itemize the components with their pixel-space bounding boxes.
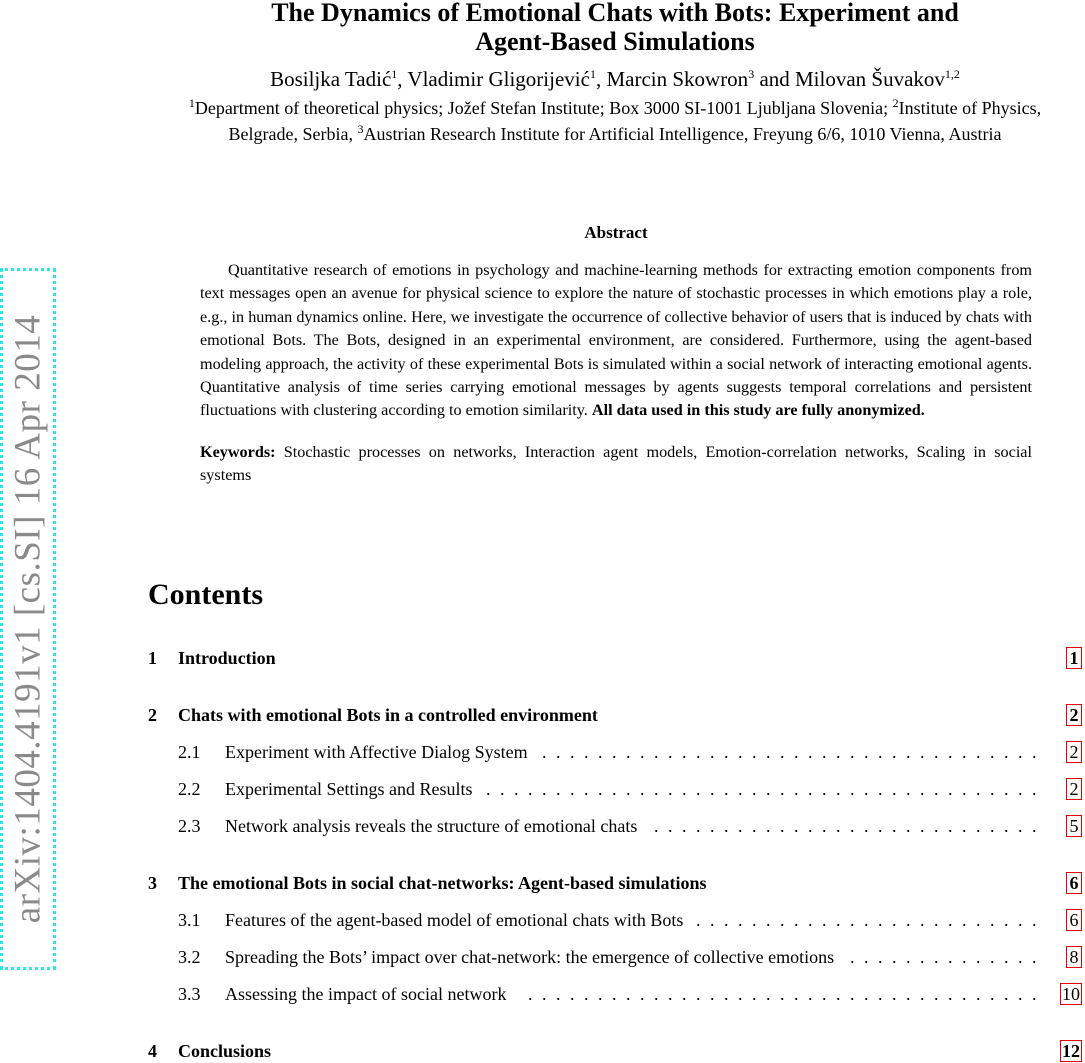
toc-page-link[interactable]: 12 [1062,1041,1080,1061]
toc-leader-dots: .............. [850,947,1046,967]
toc-page-link[interactable]: 6 [1066,872,1082,894]
affiliation-marker: 2 [892,96,899,110]
toc-entry-number: 1 [148,648,157,668]
author-name: and Milovan Šuvakov [754,67,945,91]
toc-entry[interactable] [148,871,1084,895]
toc-entry[interactable] [148,740,1084,764]
toc-page-link[interactable]: 10 [1062,984,1080,1004]
toc-entry-number: 2.1 [178,742,201,762]
toc-page-link[interactable]: 2 [1066,778,1082,800]
author-list [150,66,1080,92]
affiliations [155,95,1075,147]
affiliation-marker: 1,2 [944,67,960,81]
toc-entry-number: 4 [148,1041,157,1061]
affiliation-marker: 3 [748,67,755,81]
paper-title-line-1: The Dynamics of Emotional Chats with Bots: Experiment and [271,0,959,27]
toc-entry[interactable] [148,703,1084,727]
toc-leader-dots: .................................... [542,742,1046,762]
toc-page-link[interactable]: 2 [1066,741,1082,763]
affiliation-marker: 3 [357,122,364,136]
toc-entry-label: Introduction [178,648,276,668]
toc-entry-label: Chats with emotional Bots in a controlled environment [178,705,598,725]
toc-page-link[interactable]: 8 [1066,946,1082,968]
toc-entry-label: Experimental Settings and Results [225,779,473,799]
contents-heading: Contents [148,578,264,611]
toc-entry[interactable] [148,814,1084,838]
affiliation-text: Austrian Research Institute for Artificial Intelligence, Freyung 6/6, 1010 Vienna, Austria [363,124,1002,144]
affiliation-marker: 1 [391,67,398,81]
toc-entry-number: 2 [148,705,157,725]
abstract-heading: Abstract [584,223,648,242]
arxiv-stamp-box [0,268,56,970]
paper-title-line-2: Agent-Based Simulations [475,27,755,56]
toc-leader-dots: ..................................... [528,984,1046,1004]
keywords-text: Stochastic processes on networks, Interaction agent models, Emotion-correlation networks, Scaling in social systems [200,443,1032,485]
author-name: , Vladimir Gligorijević [397,67,590,91]
toc-entry-number: 2.2 [178,779,201,799]
paper-title [150,0,1080,56]
toc-page-link[interactable]: 1 [1066,647,1082,669]
abstract-text: Quantitative research of emotions in psychology and machine-learning methods for extracting emotion components from text messages open an avenue for physical science to explore the nature of stochastic processes in which emotions play a role, e.g., in human dynamics online. Here, we investigate the occurrence of collective behavior of users that is induced by chats with emotional Bots. The Bots, designed in an experimental environment, are considered. Furthermore, using the agent-based modeling approach, the activity of these experimental Bots is simulated within a social network of interacting emotional agents. Quantitative analysis of time series carrying emotional messages by agents suggests temporal correlations and persistent fluctuations with clustering according to emotion similarity. [200,261,1032,420]
toc-entry-label: Network analysis reveals the structure of emotional chats [225,816,638,836]
toc-entry-label: Experiment with Affective Dialog System [225,742,528,762]
toc-entry[interactable] [148,646,1084,670]
toc-leader-dots: ............................ [654,816,1046,836]
affiliation-text: Department of theoretical physics; Jožef Stefan Institute; Box 3000 SI-1001 Ljubljana Slovenia; [194,98,893,118]
toc-page-link[interactable]: 2 [1066,704,1082,726]
toc-entry-number: 3.3 [178,984,201,1004]
toc-entry[interactable] [148,908,1084,932]
toc-entry[interactable] [148,1039,1084,1063]
toc-entry[interactable] [148,945,1084,969]
toc-entry-number: 3 [148,873,157,893]
toc-entry-label: Features of the agent-based model of emotional chats with Bots [225,910,684,930]
toc-page-link[interactable]: 6 [1066,909,1082,931]
toc-entry-label: Conclusions [178,1041,272,1061]
toc-entry-label: The emotional Bots in social chat-networks: Agent-based simulations [178,873,707,893]
toc-leader-dots: ......................... [696,910,1046,930]
toc-entry[interactable] [148,777,1084,801]
affiliation-text: Institute of Physics, Belgrade, Serbia, [228,98,1042,144]
abstract-body [200,259,1032,423]
toc-entry-label: Spreading the Bots’ impact over chat-network: the emergence of collective emotions [225,947,835,967]
abstract-anonymization-note: All data used in this study are fully anonymized. [591,401,925,420]
author-name: , Marcin Skowron [595,67,749,91]
affiliation-marker: 1 [589,67,596,81]
toc-entry-number: 3.2 [178,947,201,967]
keywords [200,441,1032,488]
toc-entry[interactable] [148,982,1084,1006]
toc-page-link[interactable]: 5 [1066,815,1082,837]
keywords-label: Keywords: [200,443,276,461]
toc-entry-number: 2.3 [178,816,201,836]
toc-entry-number: 3.1 [178,910,201,930]
arxiv-stamp: arXiv:1404.4191v1 [cs.SI] 16 Apr 2014 [7,314,49,924]
affiliation-marker: 1 [188,96,195,110]
author-name: Bosiljka Tadić [270,67,392,91]
toc-leader-dots: ........................................ [486,779,1046,799]
toc-entry-label: Assessing the impact of social network [225,984,507,1004]
